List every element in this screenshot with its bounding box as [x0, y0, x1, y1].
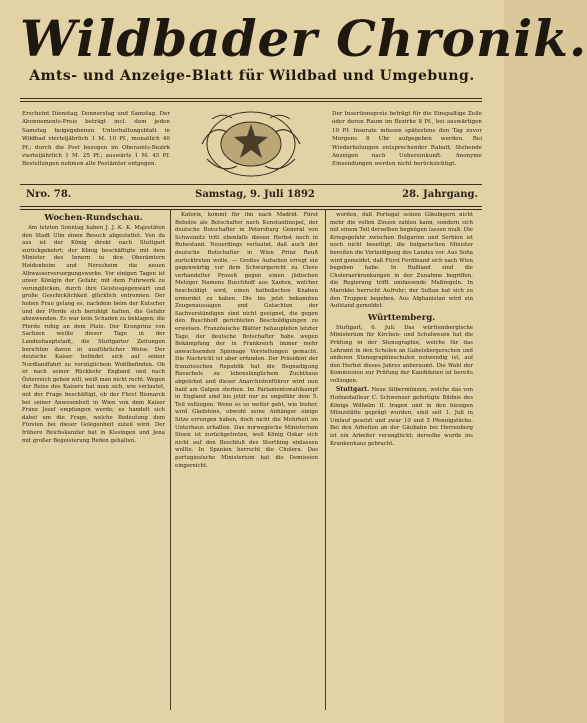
column-3-text: worden, daß Portugal seinen Gläubigern nicht mehr die vollen Zinsen zahlen kann, sondern sich mit einem Teil derselben begnügen lassen muß. Die Kriegsgefahr zwischen Bulgarien und Serbien ist noch nicht beseitigt, die bulgarischen Minister bereiten die Verteidigung des Landes vor. Aus Sofia wird gemeldet, daß Fürst Ferdinand sich nach Wien begeben habe. In Rußland sind die Choleraerkrankungen in der Zunahme begriffen, die Regierung trifft umfassende Maßregeln. In Marokko herrscht Aufruhr; der Sultan hat sich zu den Truppen begeben. Aus Afghanistan wird ein Aufstand gemeldet.	[330, 212, 473, 310]
column-3-text-2: Stuttgart, 6. Juli. Das württembergische Ministerium für Kirchen- und Schulwesen hat die Prüfung in der Stenographie, welche für das Lehramt in den Schulen an Gabelsbergerschen und anderen Stenographieschulen notwendig ist, auf den Herbst dieses Jahres anberaumt. Die Wahl der Kommission zur Prüfung der Kandidaten ist bereits vollzogen.	[330, 324, 473, 384]
volume-year: 28. Jahrgang.	[402, 189, 478, 200]
section-heading-wuerttemberg: Württemberg.	[367, 312, 436, 323]
column-2	[175, 212, 318, 712]
issue-date: Samstag, 9. Juli 1892	[195, 189, 315, 200]
column-3	[330, 212, 473, 712]
town-emblem-icon	[192, 104, 310, 182]
dateline	[20, 186, 482, 206]
column-2-text: Katorix, kommt für ihn nach Madrid. Fürst Bebolos als Botschafter nach Konstantinopel, der deutsche Botschafter in Petersburg General von Schweinitz tritt ebenfalls diesen Herbst noch in Ruhestand. Neuerdings verlautet, daß auch der deutsche Botschafter in Wien Prinz Reuß zurücktreten wolle. — Großes Aufsehen erregt ein gegenwärtig vor dem Schwurgericht zu Cleve verhandelter Prozeß gegen einen jüdischen Metzger Namens Buschhoff aus Xanten, welcher beschuldigt wird, einen katholischen Knaben ermordet zu haben. Die bis jetzt bekannten Zeugenaussagen und Gutachten der Sachverständigen sind nicht geeignet, die gegen den Buschhoff gerichteten Beschuldigungen zu erweisen. Französische Blätter behaupteten letzter Tage, der deutsche Botschafter habe wegen Bekämpfung der in Frankreich immer mehr anwachsenden Spionage Vorstellungen gemacht. Die Nachricht ist aber erfunden. Der Präsident der französischen Republik hat die Begnadigung Ravachols zu lebenslänglichem Zuchthaus abgelehnt und dieser Anarchistenführer wird nun bald am Galgen sterben. Im Parlamentswahlkampf in England sind bis jetzt nur zu ungefähr dem 5. Teil vollzogen. Wenn es so weiter geht, wie bisher, wird Gladstone, obwohl seine Anhänger einige Sitze errungen haben, doch nicht die Mehrheit im Unterhaus erhalten. Das norwegische Ministerium Steen ist zurückgetreten, weil König Oskar sich nicht auf den Beschluß des Storthing einlassen wollte. In Spanien herrscht die Cholera. Das portugiesische Ministerium hat die Demission eingereicht.	[175, 212, 318, 469]
column-1-text: Am letzten Sonntag haben J. J. K. K. Majestäten den Stadt Ulm einen Besuch abgestattet. Von da aus ist der König direkt nach Stuttgart zurückgekehrt; der König beschäftigte mit dem Minister des Innern in den Oberämtern Heidenheim und Neresheim die neuen Albwasserversorgungswerke. Vor einigen Tagen ist unser Königin der Gefahr, mit dem Fuhrwerk zu verunglücken, durch ihre Geistesgegenwart und große Geschicklichkeit glücklich entronnen. Der hohen Frau gelang es, nachdem beim der Kutscher und der Pferde sich beruhigt hatten, die Gefahr abzuwenden. Es war kein Schaden zu beklagen; die Pferde ruhig an dem Platz. Der Kronprinz von Sachsen weilte dieser Tage in der Landeshauptstadt, die Stuttgarter Zeitungen berichten davon in ausführlicher Weise. Der deutsche Kaiser befindet sich auf seiner Nordlandfahrt zu vorzüglichem Wohlbefinden. Ob er nach seiner Rückkehr England und nach Österreich gehen will, weiß man nicht recht. Wegen der Reise des Kaisers hat man sich, wie verlautet, mit der Frage beschäftigt, ob der Fürst Bismarck bei seiner Anwesenheit in Wien von dem Kaiser Franz Josef empfangen werde; es handelt sich dabei um die Frage, welche Bedeutung dem Fürsten bei dieser Gelegenheit zuteil wird. Der frühere Reichskanzler hat in Kissingen und Jena mit großer Begeisterung Reden gehalten.	[22, 225, 165, 444]
header-rule-top	[20, 98, 482, 99]
newspaper-title: Wildbader Chronik.	[20, 9, 587, 68]
advertising-info: Der Insertionspreis beträgt für die Einspaltige Zeile oder deren Raum im Bezirke 8 Pf., bei auswärtigen 10 Pf. Inserate müssen spätestens den Tag zuvor Morgens 8 Uhr aufgegeben werden. Bei Wiederholungen entsprechender Rabatt. Stehende Anzeigen nach Uebereinkunft. Anonyme Einsendungen werden nicht berücksichtigt.	[332, 111, 482, 168]
dateline-rule-bottom-double	[20, 209, 482, 210]
newspaper-subtitle: Amts- und Anzeige-Blatt für Wildbad und Umgebung.	[29, 68, 475, 84]
column-1	[22, 212, 165, 712]
dateline-rule-top	[20, 184, 482, 185]
subheading-stuttgart: Stuttgart.	[336, 386, 370, 394]
issue-number: Nro. 78.	[26, 189, 72, 200]
section-heading-weekly-review: Wochen-Rundschau.	[44, 213, 143, 223]
masthead	[20, 9, 587, 72]
dateline-rule-bottom	[20, 206, 482, 207]
subscription-info: Erscheint Dienstag, Donnerstag und Samstag. Der Abonnements-Preis beträgt incl. dem jeden Samstag beigegebenen Unterhaltungsblatt in Wildbad vierteljährlich 1 M. 10 Pf., monatlich 40 Pf.; durch die Post bezogen im Oberamts-Bezirk vierteljährlich 1 M. 25 Pf.; auswärts 1 M. 45 Pf. Bestellungen nehmen alle Postämter entgegen.	[22, 111, 170, 168]
column-divider-2	[325, 210, 326, 710]
header-rule-top-double	[20, 101, 482, 102]
column-divider-1	[170, 210, 171, 710]
column-3-text-3: Neue Silbermünzen, welche das von Hofmedailleur C. Schwenzer gefertigte Bildnis des Königs Wilhelm II. tragen und in den hiesigen Münzstätte geprägt wurden, sind seit 1. Juli in Umlauf gesetzt und zwar 10 und 5 Pfennigstücke. Bei den Arbeiten an der Gäubahn bei Herrenberg ist ein Arbeiter verunglückt; derselbe wurde ins Krankenhaus gebracht.	[330, 387, 473, 447]
